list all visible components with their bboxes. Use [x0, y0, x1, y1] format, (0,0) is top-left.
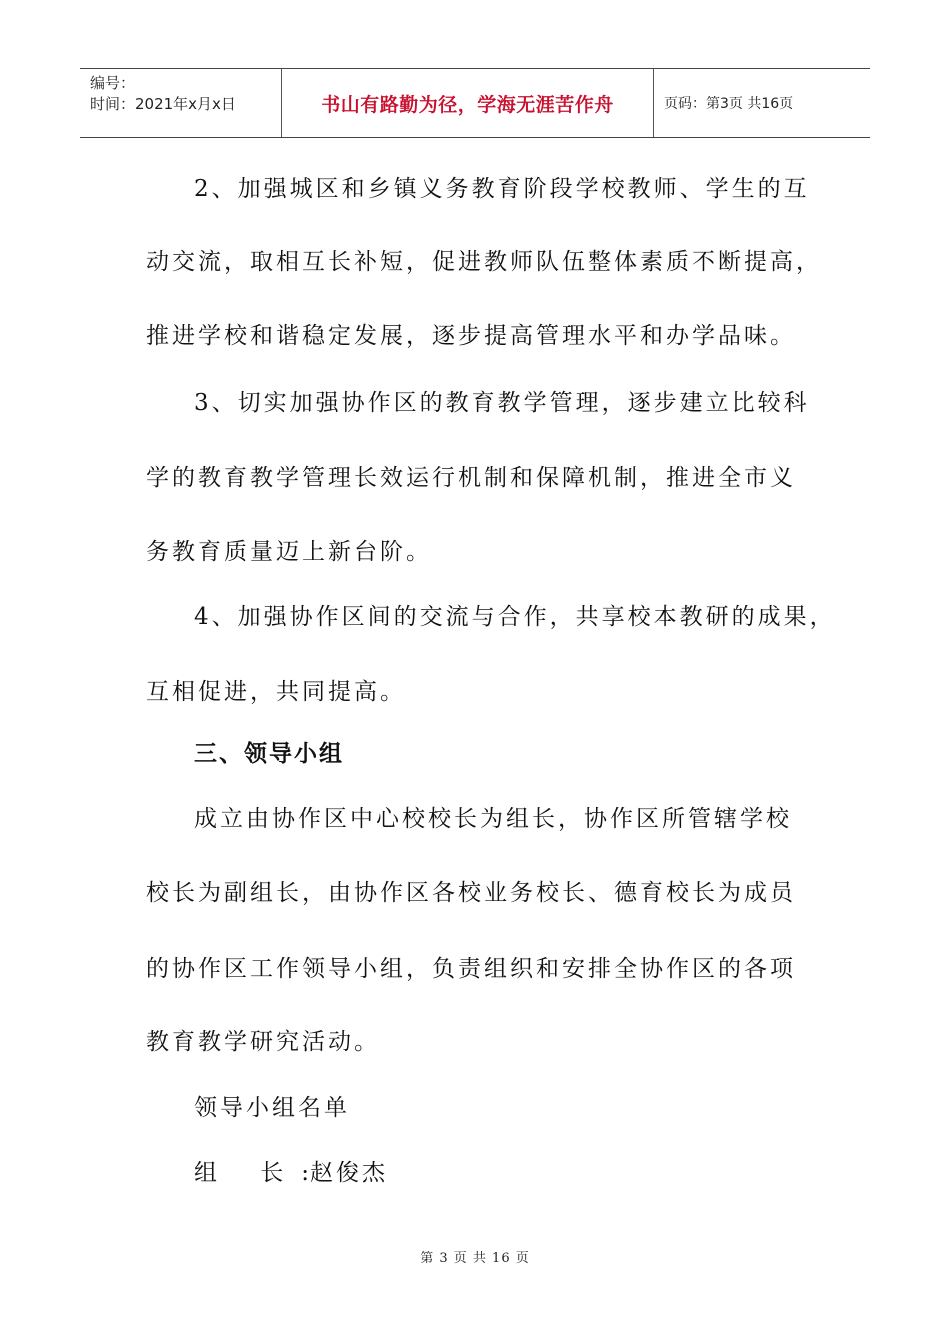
body-line: 教育教学研究活动。: [146, 1029, 380, 1055]
section-heading: 三、领导小组: [194, 741, 344, 767]
header-page-cell: [654, 69, 870, 137]
member-name: 赵俊杰: [310, 1160, 388, 1186]
body-line: 校长为副组长，由协作区各校业务校长、德育校长为成员: [146, 880, 796, 906]
body-line: 动交流，取相互长补短，促进教师队伍整体素质不断提高，: [146, 249, 822, 275]
body-line: 学的教育教学管理长效运行机制和保障机制，推进全市义: [146, 465, 796, 491]
header-page-info: 页码：第3页 共16页: [664, 96, 794, 112]
member-role-label: 组 长:: [194, 1160, 328, 1186]
body-line: 推进学校和谐稳定发展，逐步提高管理水平和办学品味。: [146, 323, 796, 349]
body-line: 的协作区工作领导小组，负责组织和安排全协作区的各项: [146, 956, 796, 982]
body-line: 成立由协作区中心校校长为组长，协作区所管辖学校: [194, 806, 792, 832]
header-meta-cell: [80, 69, 282, 137]
header-motto-cell: [282, 69, 654, 137]
document-date-label: 时间：2021年x月x日: [90, 95, 236, 113]
body-line: 互相促进，共同提高。: [146, 679, 406, 705]
body-line: 3、切实加强协作区的教育教学管理，逐步建立比较科: [194, 390, 810, 416]
page-footer: 第 3 页 共 16 页: [420, 1251, 530, 1266]
document-number-label: 编号：: [90, 74, 136, 92]
page-header: [80, 68, 870, 138]
body-line: 4、加强协作区间的交流与合作，共享校本教研的成果，: [194, 604, 836, 630]
body-line: 2、加强城区和乡镇义务教育阶段学校教师、学生的互: [194, 176, 810, 202]
body-line: 务教育质量迈上新台阶。: [146, 539, 432, 565]
subsection-title: 领导小组名单: [194, 1095, 350, 1121]
header-motto: 书山有路勤为径，学海无涯苦作舟: [321, 93, 614, 116]
